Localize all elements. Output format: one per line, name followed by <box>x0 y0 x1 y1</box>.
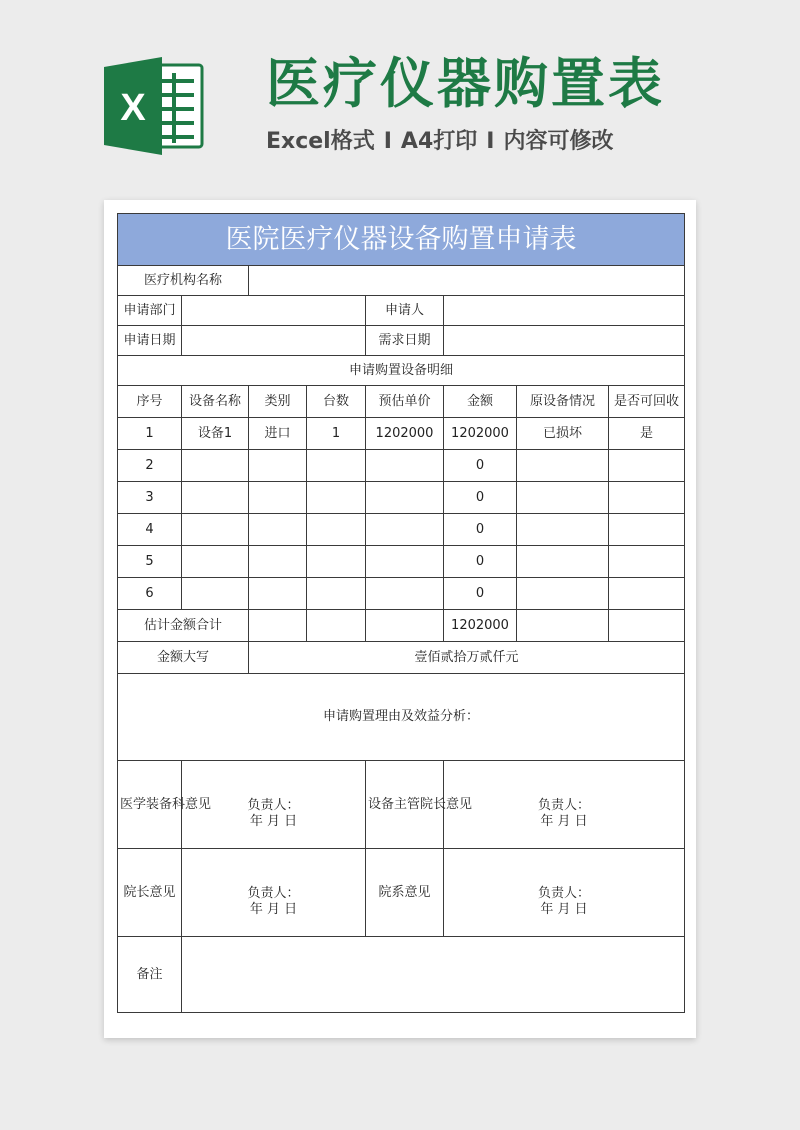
cell-recyclable[interactable] <box>609 546 685 578</box>
cell-name[interactable] <box>182 578 249 610</box>
cell-name[interactable] <box>182 514 249 546</box>
applicant-label: 申请人 <box>366 296 444 326</box>
cell-category[interactable] <box>249 482 307 514</box>
responsible-label: 负责人： <box>247 797 300 813</box>
cell-recyclable[interactable] <box>609 578 685 610</box>
cell-status[interactable] <box>517 482 609 514</box>
dean-opinion-field[interactable] <box>182 849 366 937</box>
signature-block <box>446 868 682 918</box>
reason-label: 申请购置理由及效益分析： <box>322 709 479 724</box>
cell-qty[interactable]: 1 <box>307 418 366 450</box>
cell-amount[interactable]: 0 <box>444 482 517 514</box>
apply-date-label: 申请日期 <box>118 326 182 356</box>
cell-no: 3 <box>118 482 182 514</box>
cell-status[interactable] <box>517 514 609 546</box>
cell-qty[interactable] <box>307 578 366 610</box>
dept-field[interactable] <box>182 296 366 326</box>
form-title: 医院医疗仪器设备购置申请表 <box>118 214 685 266</box>
form-sheet <box>104 200 696 1038</box>
date-label: 年 月 日 <box>249 901 298 917</box>
vice-dean-opinion-field[interactable] <box>444 761 685 849</box>
cell-qty[interactable] <box>307 546 366 578</box>
date-label: 年 月 日 <box>249 813 298 829</box>
dean-opinion-label: 院长意见 <box>118 849 182 937</box>
total-cell[interactable] <box>307 610 366 642</box>
cell-qty[interactable] <box>307 450 366 482</box>
total-cell[interactable] <box>366 610 444 642</box>
column-header: 设备名称 <box>182 386 249 418</box>
cell-price[interactable]: 1202000 <box>366 418 444 450</box>
header <box>0 0 800 200</box>
cell-name[interactable] <box>182 546 249 578</box>
cell-category[interactable] <box>249 514 307 546</box>
cell-qty[interactable] <box>307 514 366 546</box>
total-amount[interactable]: 1202000 <box>444 610 517 642</box>
table-row <box>118 450 685 482</box>
cell-status[interactable] <box>517 546 609 578</box>
cell-category[interactable] <box>249 578 307 610</box>
remarks-label: 备注 <box>118 937 182 1013</box>
vice-dean-opinion-label: 设备主管院长意见 <box>366 761 444 849</box>
column-header-row <box>118 386 685 418</box>
reason-field[interactable] <box>118 674 685 761</box>
medical-equipment-opinion-label: 医学装备科意见 <box>118 761 182 849</box>
column-header: 序号 <box>118 386 182 418</box>
department-opinion-field[interactable] <box>444 849 685 937</box>
cell-price[interactable] <box>366 546 444 578</box>
amount-upper-label: 金额大写 <box>118 642 249 674</box>
cell-no: 1 <box>118 418 182 450</box>
dept-label: 申请部门 <box>118 296 182 326</box>
subtitle-separator: I <box>486 129 495 154</box>
cell-name[interactable] <box>182 482 249 514</box>
table-row <box>118 514 685 546</box>
department-opinion-label: 院系意见 <box>366 849 444 937</box>
subtitle <box>266 126 686 158</box>
cell-category[interactable] <box>249 450 307 482</box>
cell-status[interactable] <box>517 578 609 610</box>
cell-category[interactable]: 进口 <box>249 418 307 450</box>
institution-label: 医疗机构名称 <box>118 266 249 296</box>
table-row <box>118 482 685 514</box>
applicant-field[interactable] <box>444 296 685 326</box>
cell-qty[interactable] <box>307 482 366 514</box>
institution-field[interactable] <box>249 266 685 296</box>
cell-amount[interactable]: 1202000 <box>444 418 517 450</box>
subtitle-editable: 内容可修改 <box>503 129 614 154</box>
column-header: 原设备情况 <box>517 386 609 418</box>
cell-amount[interactable]: 0 <box>444 514 517 546</box>
cell-no: 5 <box>118 546 182 578</box>
total-cell[interactable] <box>609 610 685 642</box>
page-title: 医疗仪器购置表 <box>266 52 665 115</box>
cell-recyclable[interactable] <box>609 450 685 482</box>
total-label: 估计金额合计 <box>118 610 249 642</box>
need-date-label: 需求日期 <box>366 326 444 356</box>
cell-name[interactable] <box>182 450 249 482</box>
application-form <box>117 213 685 1013</box>
column-header: 是否可回收 <box>609 386 685 418</box>
cell-price[interactable] <box>366 514 444 546</box>
subtitle-format: Excel格式 <box>266 129 375 154</box>
signature-block <box>184 868 363 918</box>
svg-text:X: X <box>120 87 146 129</box>
column-header: 预估单价 <box>366 386 444 418</box>
cell-no: 4 <box>118 514 182 546</box>
amount-upper-value[interactable]: 壹佰贰拾万贰仟元 <box>249 642 685 674</box>
date-label: 年 月 日 <box>540 813 588 829</box>
responsible-label: 负责人： <box>537 797 590 813</box>
need-date-field[interactable] <box>444 326 685 356</box>
subtitle-print: A4打印 <box>400 129 478 154</box>
cell-recyclable[interactable] <box>609 514 685 546</box>
excel-icon <box>104 57 204 155</box>
cell-name[interactable]: 设备1 <box>182 418 249 450</box>
table-row <box>118 578 685 610</box>
cell-price[interactable] <box>366 578 444 610</box>
column-header: 类别 <box>249 386 307 418</box>
total-cell[interactable] <box>249 610 307 642</box>
responsible-label: 负责人： <box>537 885 590 901</box>
cell-price[interactable] <box>366 482 444 514</box>
cell-no: 6 <box>118 578 182 610</box>
cell-amount[interactable]: 0 <box>444 578 517 610</box>
table-row <box>118 546 685 578</box>
signature-block <box>446 780 682 830</box>
cell-status[interactable] <box>517 450 609 482</box>
cell-amount[interactable]: 0 <box>444 546 517 578</box>
cell-recyclable[interactable] <box>609 482 685 514</box>
cell-amount[interactable]: 0 <box>444 450 517 482</box>
table-row <box>118 418 685 450</box>
apply-date-field[interactable] <box>182 326 366 356</box>
cell-recyclable[interactable]: 是 <box>609 418 685 450</box>
cell-status[interactable]: 已损坏 <box>517 418 609 450</box>
cell-category[interactable] <box>249 546 307 578</box>
total-cell[interactable] <box>517 610 609 642</box>
responsible-label: 负责人： <box>247 885 300 901</box>
detail-section-title: 申请购置设备明细 <box>118 356 685 386</box>
subtitle-separator: I <box>383 129 392 154</box>
remarks-field[interactable] <box>182 937 685 1013</box>
column-header: 金额 <box>444 386 517 418</box>
cell-no: 2 <box>118 450 182 482</box>
date-label: 年 月 日 <box>540 901 588 917</box>
cell-price[interactable] <box>366 450 444 482</box>
column-header: 台数 <box>307 386 366 418</box>
